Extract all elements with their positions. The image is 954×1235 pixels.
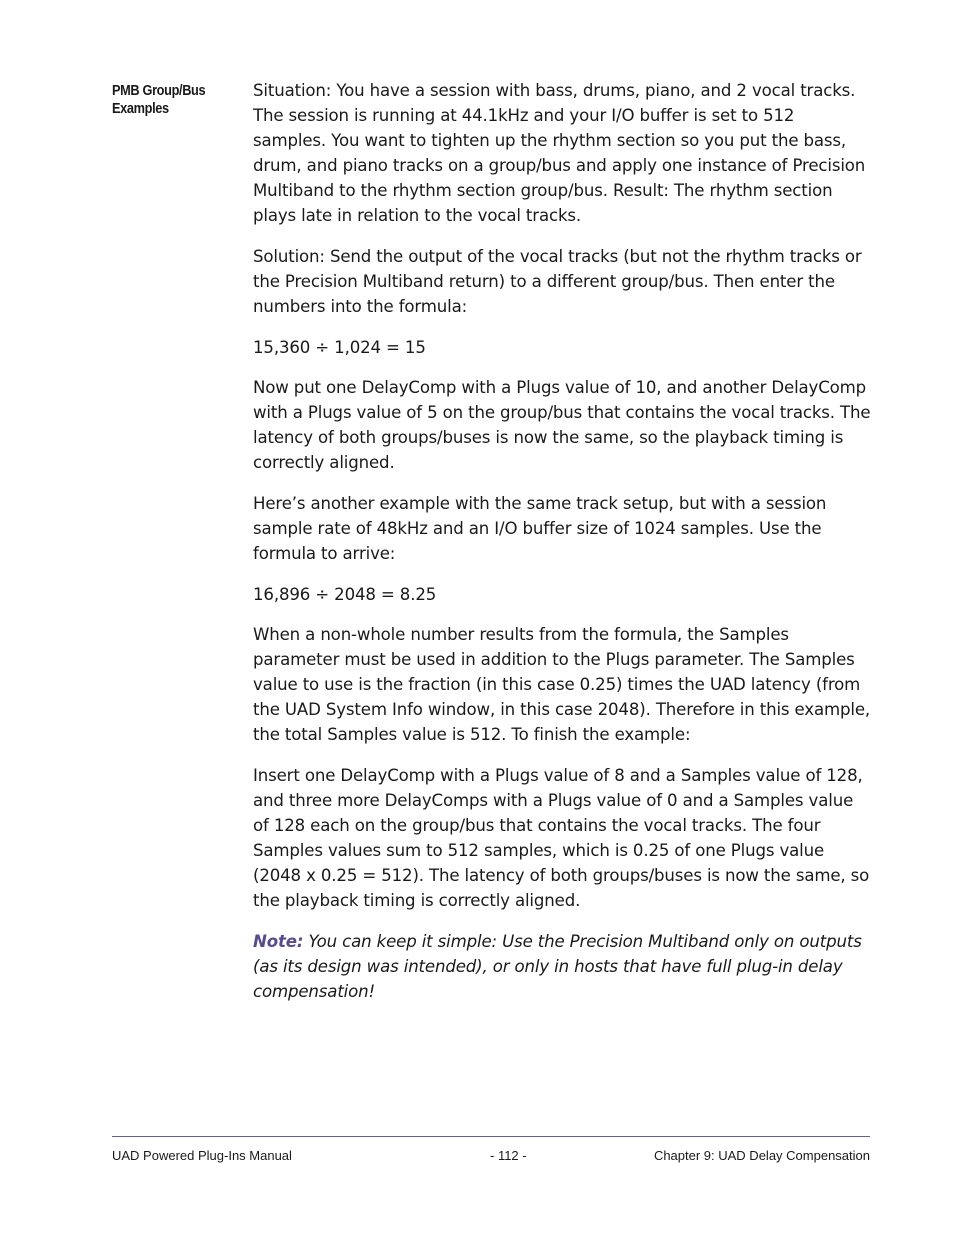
- note-text: You can keep it simple: Use the Precision Multiband only on outputs (as its design was intended), or only in hosts that have full plug-in delay compensation!: [253, 932, 862, 1001]
- paragraph-samples-parameter: When a non-whole number results from the formula, the Samples parameter must be used in addition to the Plugs parameter. The Samples value to use is the fraction (in this case 0.25) times the UAD latency (from the UAD System Info window, in this case 2048). Therefore in this example, the total Samples value is 512. To finish the example:: [253, 625, 871, 744]
- formula-2: 16,896 ÷ 2048 = 8.25: [253, 585, 437, 604]
- footer-rule: [112, 1136, 870, 1137]
- sidehead-line-2: Examples: [112, 101, 169, 117]
- footer-page-number: - 112 -: [490, 1148, 527, 1163]
- note: [253, 929, 872, 1004]
- paragraph-situation: Situation: You have a session with bass, drums, piano, and 2 vocal tracks. The session is running at 44.1kHz and your I/O buffer is set to 512 samples. You want to tighten up the rhythm section so you put the bass, drum, and piano tracks on a group/bus and apply one instance of Precision Multiband to the rhythm section group/bus. Result: The rhythm section plays late in relation to the vocal tracks.: [253, 81, 866, 225]
- formula-1: 15,360 ÷ 1,024 = 15: [253, 338, 426, 357]
- paragraph-delaycomp-2: Insert one DelayComp with a Plugs value of 8 and a Samples value of 128, and three more DelayComps with a Plugs value of 0 and a Samples value of 128 each on the group/bus that contains the vocal tracks. The four Samples values sum to 512 samples, which is 0.25 of one Plugs value (2048 x 0.25 = 512). The latency of both groups/buses is now the same, so the playback timing is correctly aligned.: [253, 766, 870, 910]
- note-label: Note:: [253, 932, 304, 951]
- footer-manual-title: UAD Powered Plug-Ins Manual: [112, 1148, 292, 1163]
- paragraph-delaycomp-1: Now put one DelayComp with a Plugs value of 10, and another DelayComp with a Plugs value of 5 on the group/bus that contains the vocal tracks. The latency of both groups/buses is now the same, so the playback timing is correctly aligned.: [253, 378, 871, 472]
- paragraph-example-2: Here’s another example with the same track setup, but with a session sample rate of 48kHz and an I/O buffer size of 1024 samples. Use the formula to arrive:: [253, 494, 827, 563]
- body-text: [253, 78, 872, 1020]
- footer-chapter-title: Chapter 9: UAD Delay Compensation: [653, 1148, 870, 1163]
- sidehead-line-1: PMB Group/Bus: [112, 83, 206, 99]
- section-sidehead: [112, 82, 226, 118]
- paragraph-solution: Solution: Send the output of the vocal tracks (but not the rhythm tracks or the Precision Multiband return) to a different group/bus. Then enter the numbers into the formula:: [253, 247, 862, 316]
